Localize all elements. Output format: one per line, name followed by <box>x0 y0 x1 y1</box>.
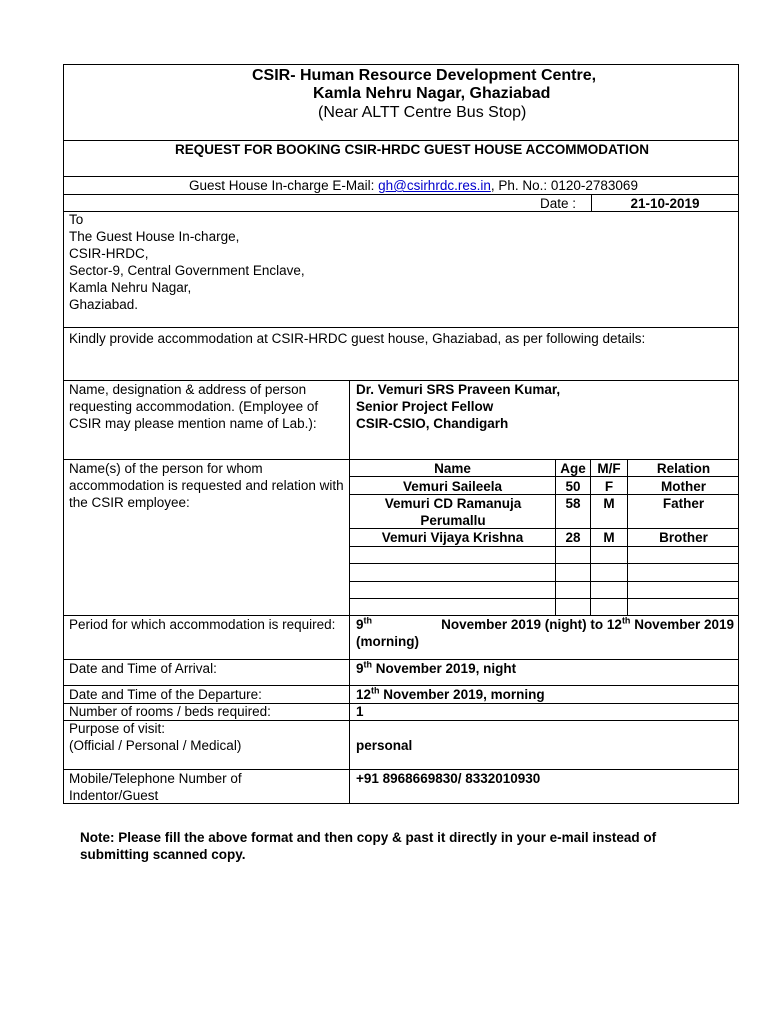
address-line: Sector-9, Central Government Enclave, <box>69 263 305 278</box>
period-start-day: 9th <box>356 615 373 632</box>
address-line: CSIR-HRDC, <box>69 246 149 261</box>
divider <box>63 327 739 328</box>
purpose-label-line2: (Official / Personal / Medical) <box>69 738 242 753</box>
person-name: Vemuri CD Ramanuja Perumallu <box>384 496 522 528</box>
address-line: Ghaziabad. <box>69 297 139 312</box>
person-relation: Brother <box>659 530 708 545</box>
date-value: 21-10-2019 <box>630 196 700 211</box>
person-name: Vemuri Vijaya Krishna <box>381 530 524 545</box>
header-relation: Relation <box>656 461 711 476</box>
column-divider <box>349 380 350 804</box>
period-value <box>356 616 734 650</box>
header-line1: CSIR- Human Resource Development Centre, <box>252 67 597 84</box>
person-name: Vemuri Saileela <box>402 479 503 494</box>
period-start-rest: November 2019 (night) to 12th November 2019 <box>441 615 734 632</box>
header-line2: Kamla Nehru Nagar, Ghaziabad <box>313 85 551 102</box>
mobile-label-line2: Indentor/Guest <box>69 788 159 803</box>
table-divider <box>349 581 739 582</box>
mobile-label-line1: Mobile/Telephone Number of <box>69 771 242 786</box>
person-relation: Mother <box>661 479 706 494</box>
mobile-label <box>69 770 242 804</box>
header-mf: M/F <box>597 461 621 476</box>
form-title: REQUEST FOR BOOKING CSIR-HRDC GUEST HOUSE ACCOMMODATION <box>175 142 650 157</box>
requester-label: Name, designation & address of person requesting accommodation. (Employee of CSIR may please mention name of Lab.): <box>69 382 319 431</box>
person-age: 58 <box>565 496 581 511</box>
person-gender: M <box>603 530 615 545</box>
address-line: Kamla Nehru Nagar, <box>69 280 192 295</box>
purpose-label <box>69 720 241 754</box>
note-text: Note: Please fill the above format and then copy & past it directly in your e-mail instead of submitting scanned copy. <box>80 830 657 862</box>
person-relation: Father <box>662 496 705 511</box>
arrival-label: Date and Time of Arrival: <box>69 661 217 676</box>
period-line2: (morning) <box>356 634 419 649</box>
persons-label: Name(s) of the person for whom accommodation is requested and relation with the CSIR employee: <box>69 461 344 510</box>
date-label: Date : <box>540 196 577 211</box>
departure-value: 12th November 2019, morning <box>356 685 545 702</box>
arrival-value: 9th November 2019, night <box>356 659 517 676</box>
header-line3: (Near ALTT Centre Bus Stop) <box>318 104 527 121</box>
contact-suffix: , Ph. No.: 0120-2783069 <box>490 178 638 193</box>
mobile-value: +91 8968669830/ 8332010930 <box>356 771 541 786</box>
purpose-label-line1: Purpose of visit: <box>69 721 166 736</box>
purpose-value: personal <box>356 738 413 753</box>
table-divider <box>349 598 739 599</box>
header-name: Name <box>434 461 471 476</box>
intro-text: Kindly provide accommodation at CSIR-HRDC guest house, Ghaziabad, as per following details: <box>69 331 646 346</box>
departure-label: Date and Time of the Departure: <box>69 687 262 702</box>
header-age: Age <box>560 461 586 476</box>
rooms-value: 1 <box>356 704 364 719</box>
period-label: Period for which accommodation is required: <box>69 617 336 632</box>
rooms-label: Number of rooms / beds required: <box>69 704 271 719</box>
contact-line <box>189 177 638 194</box>
requester-name: Dr. Vemuri SRS Praveen Kumar, <box>356 382 561 397</box>
requester-designation: Senior Project Fellow <box>356 399 494 414</box>
email-link[interactable]: gh@csirhrdc.res.in <box>378 178 491 193</box>
table-divider <box>349 563 739 564</box>
person-gender: F <box>604 479 614 494</box>
table-divider <box>349 546 739 547</box>
requester-details <box>356 381 560 432</box>
person-age: 28 <box>565 530 581 545</box>
contact-prefix: Guest House In-charge E-Mail: <box>189 178 379 193</box>
person-age: 50 <box>565 479 581 494</box>
requester-lab: CSIR-CSIO, Chandigarh <box>356 416 509 431</box>
period-line1 <box>356 616 734 633</box>
person-gender: M <box>603 496 615 511</box>
address-line: To <box>69 212 84 227</box>
address-block <box>69 211 305 313</box>
address-line: The Guest House In-charge, <box>69 229 240 244</box>
